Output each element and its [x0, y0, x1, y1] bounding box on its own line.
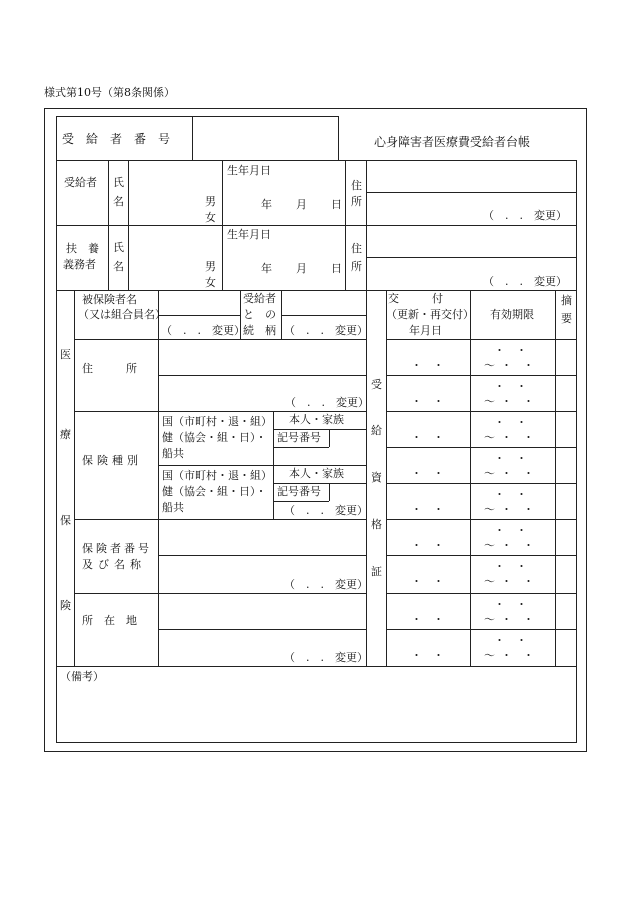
- relation-change-note: （ . . 変更）: [284, 324, 368, 337]
- relation-label-1: 受給者: [243, 292, 276, 305]
- validity-start-dots: ・ ・: [494, 380, 527, 393]
- validity-end-dots: ・ ・: [501, 649, 534, 662]
- insurer-name-label: 及び名称: [82, 558, 146, 571]
- principal-family-label: 本人・家族: [289, 413, 344, 426]
- certificate-vertical-label-3: 資: [371, 471, 382, 484]
- form-number: 様式第10号（第8条関係）: [44, 86, 175, 99]
- insurer-number-label: 保険者番号: [82, 542, 152, 555]
- issued-date-dots: ・ ・: [411, 395, 444, 408]
- validity-tilde: ～: [484, 395, 495, 408]
- address-label-char-2: 所: [351, 195, 362, 208]
- insurance-type-option-line-1: 国（市町村・退・組）: [162, 469, 272, 482]
- notes-header-char-2: 要: [561, 312, 572, 325]
- issued-date-header-1: 交 付: [388, 292, 443, 305]
- issued-date-dots: ・ ・: [411, 359, 444, 372]
- recipient-number-label: 受 給 者 番 号: [62, 132, 171, 146]
- validity-start-dots: ・ ・: [494, 488, 527, 501]
- notes-header-char-1: 摘: [561, 294, 572, 307]
- location-label: 所 在 地: [82, 614, 137, 627]
- male-label: 男: [205, 260, 216, 273]
- male-label: 男: [205, 195, 216, 208]
- medical-address-change-note: （ . . 変更）: [285, 396, 369, 409]
- address-label-char-1: 住: [351, 179, 362, 192]
- validity-tilde: ～: [484, 503, 495, 516]
- day-label: 日: [331, 262, 342, 275]
- validity-tilde: ～: [484, 431, 495, 444]
- remarks-label: （備考）: [60, 670, 104, 683]
- location-change-note: （ . . 変更）: [284, 651, 368, 664]
- certificate-vertical-label-4: 格: [371, 518, 382, 531]
- certificate-vertical-label-5: 証: [371, 565, 382, 578]
- insurance-type-option-line-2: 健（協会・組・日）・: [162, 431, 267, 444]
- relation-label-2: と の: [243, 308, 276, 321]
- issued-date-header-2: （更新・再交付）: [386, 308, 474, 321]
- insurer-change-note: （ . . 変更）: [284, 578, 368, 591]
- month-label: 月: [296, 198, 307, 211]
- name-label-char-1: 氏: [113, 241, 124, 254]
- validity-start-dots: ・ ・: [494, 560, 527, 573]
- dependent-label-line-1: 扶 養: [66, 242, 99, 255]
- symbol-number-label: 記号番号: [277, 431, 321, 444]
- insurance-type-option-line-3: 船共: [162, 447, 184, 460]
- insurance-type-label: 保険種別: [82, 454, 142, 467]
- validity-start-dots: ・ ・: [494, 344, 527, 357]
- issued-date-dots: ・ ・: [411, 539, 444, 552]
- validity-start-dots: ・ ・: [494, 524, 527, 537]
- issued-date-header-3: 年月日: [409, 324, 442, 337]
- symbol-number-label: 記号番号: [277, 485, 321, 498]
- year-label: 年: [261, 198, 272, 211]
- issued-date-dots: ・ ・: [411, 431, 444, 444]
- female-label: 女: [205, 211, 216, 224]
- insurance-change-note: （ . . 変更）: [284, 504, 368, 517]
- validity-start-dots: ・ ・: [494, 634, 527, 647]
- medical-insurance-side-label-4: 険: [60, 599, 71, 612]
- validity-end-dots: ・ ・: [501, 575, 534, 588]
- validity-end-dots: ・ ・: [501, 359, 534, 372]
- validity-tilde: ～: [484, 467, 495, 480]
- validity-start-dots: ・ ・: [494, 598, 527, 611]
- medical-insurance-side-label-2: 療: [60, 428, 71, 441]
- relation-label-3: 続 柄: [243, 324, 276, 337]
- insurance-type-option-line-1: 国（市町村・退・組）: [162, 415, 272, 428]
- issued-date-dots: ・ ・: [411, 575, 444, 588]
- certificate-vertical-label-2: 給: [371, 424, 382, 437]
- name-label-char-1: 氏: [113, 176, 124, 189]
- validity-tilde: ～: [484, 575, 495, 588]
- validity-tilde: ～: [484, 539, 495, 552]
- month-label: 月: [296, 262, 307, 275]
- insured-name-sublabel: （又は組合員名）: [78, 308, 166, 321]
- insurance-type-option-line-2: 健（協会・組・日）・: [162, 485, 267, 498]
- issued-date-dots: ・ ・: [411, 467, 444, 480]
- day-label: 日: [331, 198, 342, 211]
- year-label: 年: [261, 262, 272, 275]
- issued-date-dots: ・ ・: [411, 649, 444, 662]
- recipient-label: 受給者: [64, 176, 97, 189]
- validity-end-dots: ・ ・: [501, 539, 534, 552]
- medical-insurance-side-label-1: 医: [60, 348, 71, 361]
- name-label-char-2: 名: [113, 260, 124, 273]
- validity-end-dots: ・ ・: [501, 395, 534, 408]
- address-label-char-1: 住: [351, 242, 362, 255]
- certificate-vertical-label-1: 受: [371, 378, 382, 391]
- medical-address-label: 住 所: [82, 362, 137, 375]
- book-title: 心身障害者医療費受給者台帳: [374, 135, 531, 149]
- issued-date-dots: ・ ・: [411, 503, 444, 516]
- insured-name-label: 被保険者名: [82, 293, 137, 306]
- medical-insurance-side-label-3: 保: [60, 514, 71, 527]
- validity-end-dots: ・ ・: [501, 503, 534, 516]
- validity-header: 有効期限: [490, 308, 534, 321]
- principal-family-label: 本人・家族: [289, 467, 344, 480]
- validity-end-dots: ・ ・: [501, 431, 534, 444]
- issued-date-dots: ・ ・: [411, 613, 444, 626]
- validity-start-dots: ・ ・: [494, 416, 527, 429]
- validity-start-dots: ・ ・: [494, 452, 527, 465]
- insured-name-change-note: （ . . 変更）: [161, 324, 245, 337]
- female-label: 女: [205, 276, 216, 289]
- address-label-char-2: 所: [351, 260, 362, 273]
- birthdate-label: 生年月日: [227, 164, 271, 177]
- validity-end-dots: ・ ・: [501, 613, 534, 626]
- address-change-note: （ . . 変更）: [483, 275, 567, 288]
- insurance-type-option-line-3: 船共: [162, 501, 184, 514]
- name-label-char-2: 名: [113, 195, 124, 208]
- validity-end-dots: ・ ・: [501, 467, 534, 480]
- validity-tilde: ～: [484, 613, 495, 626]
- validity-tilde: ～: [484, 649, 495, 662]
- dependent-label-line-2: 義務者: [63, 258, 96, 271]
- birthdate-label: 生年月日: [227, 228, 271, 241]
- address-change-note: （ . . 変更）: [483, 209, 567, 222]
- validity-tilde: ～: [484, 359, 495, 372]
